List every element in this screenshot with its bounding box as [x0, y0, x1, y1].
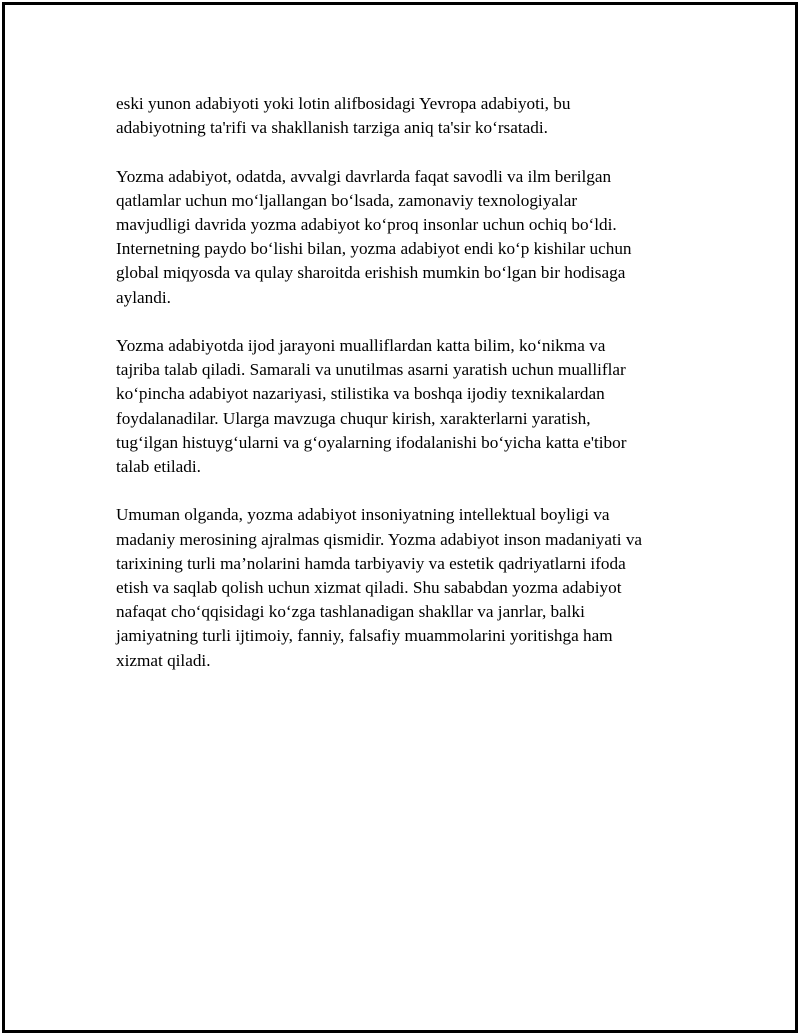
text-line: ko‘pincha adabiyot nazariyasi, stilistika va boshqa ijodiy texnikalardan	[116, 384, 605, 404]
text-line: xizmat qiladi.	[116, 650, 211, 670]
text-line: talab etiladi.	[116, 457, 201, 477]
text-line: foydalanadilar. Ularga mavzuga chuqur kirish, xarakterlarni yaratish,	[116, 408, 591, 428]
paragraph-2	[116, 165, 706, 310]
text-line: jamiyatning turli ijtimoiy, fanniy, falsafiy muammolarini yoritishga ham	[116, 626, 613, 646]
paragraph-3	[116, 334, 706, 479]
text-line: tajriba talab qiladi. Samarali va unutilmas asarni yaratish uchun mualliflar	[116, 360, 626, 380]
text-line: global miqyosda va qulay sharoitda erishish mumkin bo‘lgan bir hodisaga	[116, 263, 626, 283]
text-line: eski yunon adabiyoti yoki lotin alifbosidagi Yevropa adabiyoti, bu	[116, 94, 571, 113]
text-line: Yozma adabiyotda ijod jarayoni mualliflardan katta bilim, ko‘nikma va	[116, 336, 606, 355]
text-line: nafaqat cho‘qqisidagi ko‘zga tashlanadigan shakllar va janrlar, balki	[116, 602, 585, 622]
text-line: tug‘ilgan histuyg‘ularni va g‘oyalarning ifodalanishi bo‘yicha katta e'tibor	[116, 432, 627, 452]
text-line: aylandi.	[116, 287, 171, 307]
paragraph-1	[116, 92, 706, 140]
text-line: etish va saqlab qolish uchun xizmat qiladi. Shu sababdan yozma adabiyot	[116, 578, 622, 598]
text-line: tarixining turli ma’nolarini hamda tarbiyaviy va estetik qadriyatlarni ifoda	[116, 553, 626, 573]
text-line: mavjudligi davrida yozma adabiyot ko‘proq insonlar uchun ochiq bo‘ldi.	[116, 215, 617, 234]
text-line: Yozma adabiyot, odatda, avvalgi davrlarda faqat savodli va ilm berilgan	[116, 166, 612, 186]
text-line: Umuman olganda, yozma adabiyot insoniyatning intellektual boyligi va	[116, 505, 610, 525]
text-line: madaniy merosining ajralmas qismidir. Yozma adabiyot inson madaniyati va	[116, 529, 643, 549]
text-line: adabiyotning ta'rifi va shakllanish tarziga aniq ta'sir ko‘rsatadi.	[116, 118, 548, 138]
document-body	[116, 92, 706, 697]
text-line: qatlamlar uchun mo‘ljallangan bo‘lsada, zamonaviy texnologiyalar	[116, 190, 578, 210]
paragraph-4	[116, 503, 706, 672]
text-line: Internetning paydo bo‘lishi bilan, yozma adabiyot endi ko‘p kishilar uchun	[116, 239, 632, 259]
